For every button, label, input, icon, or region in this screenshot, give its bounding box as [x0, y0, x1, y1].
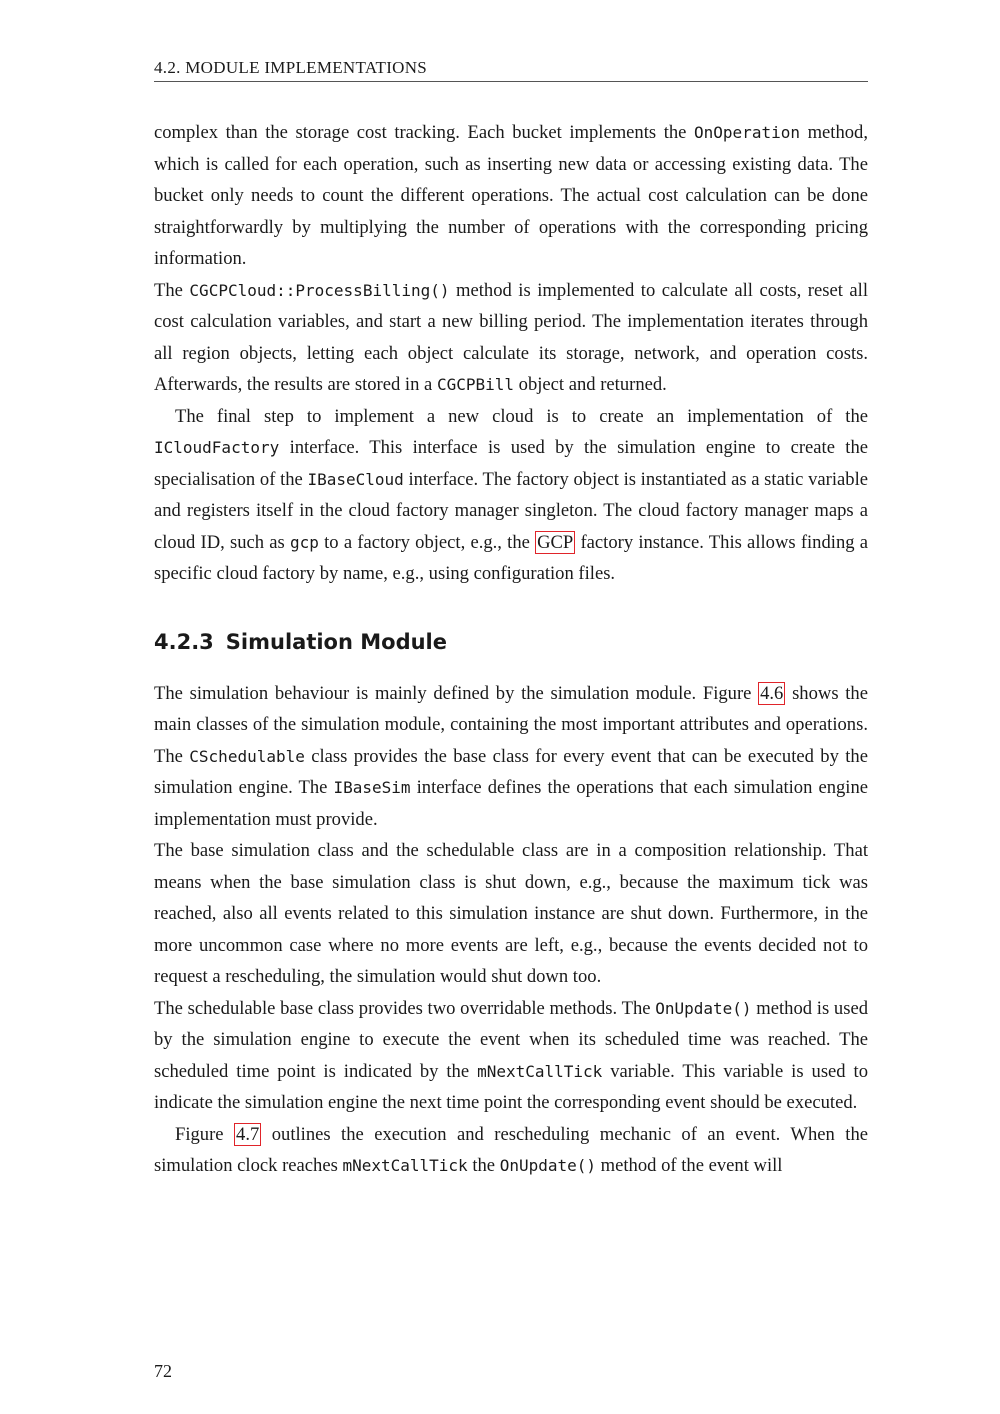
body-text [154, 117, 868, 1182]
text-run: complex than the storage cost tracking. Each bucket implements the [154, 122, 695, 143]
section-title: Simulation Module [225, 629, 447, 654]
text-run: outlines the execution and rescheduling mechanic of an event. When the simulation clock reaches [154, 1123, 868, 1176]
code-onupdate-2: OnUpdate() [499, 1156, 597, 1175]
paragraph-2 [154, 275, 868, 401]
code-onoperation: OnOperation [694, 123, 800, 142]
running-header-title: 4.2. MODULE IMPLEMENTATIONS [154, 58, 428, 77]
text-run: The base simulation class and the schedulable class are in a composition relationship. That means when the base simulation class is shut down, e.g., because the maximum tick was reached, also all events related to this simulation instance are shut down. Furthermore, in the more uncommon case where no more events are left, e.g., because the events decided not to request a rescheduling, the simulation would shut down too. [154, 840, 868, 987]
text-run: The schedulable base class provides two overridable methods. The [154, 997, 656, 1019]
code-mnextcalltick-2: mNextCallTick [342, 1156, 468, 1175]
code-onupdate: OnUpdate() [655, 998, 752, 1018]
text-run: Figure [175, 1123, 235, 1145]
text-run: interface defines the operations that each simulation engine implementation must provide. [154, 777, 869, 830]
code-cgcpbill: CGCPBill [436, 375, 514, 394]
code-cschedulable: CSchedulable [189, 746, 305, 766]
code-mnextcalltick: mNextCallTick [477, 1061, 603, 1081]
text-run: The [154, 279, 190, 301]
code-ibasecloud: IBaseCloud [307, 469, 404, 489]
text-run: variable. This variable is used to indicate the simulation engine the next time point the corresponding event should be executed. [154, 1060, 869, 1113]
paragraph-3 [154, 401, 868, 590]
code-processbilling: CGCPCloud::ProcessBilling() [189, 280, 450, 300]
section-heading [154, 628, 868, 656]
paragraph-6 [154, 993, 868, 1119]
section-number: 4.2.3 [154, 629, 214, 654]
text-run: the [467, 1155, 500, 1176]
text-run: interface. This interface is used by the simulation engine to create the specialisation of the [154, 437, 868, 490]
text-run: class provides the base class for every event that can be executed by the simulation engine. The [154, 745, 868, 798]
code-ibasesim: IBaseSim [333, 778, 411, 797]
text-run: shows the main classes of the simulation module, containing the most important attributes and operations. The [154, 682, 868, 767]
text-run: to a factory object, e.g., the [318, 531, 536, 553]
text-run: method of the event will [596, 1155, 783, 1176]
text-run: method, which is called for each operation, such as inserting new data or accessing existing data. The bucket only needs to count the different operations. The actual cost calculation can be done straightforwardly by multiplying the number of operations with the corresponding pricing information. [154, 122, 868, 269]
page-number: 72 [154, 1361, 172, 1381]
paragraph-4 [154, 678, 868, 836]
text-run: object and returned. [514, 374, 667, 395]
paragraph-7 [154, 1119, 868, 1182]
figure-link-4-6[interactable]: 4.6 [760, 682, 784, 704]
code-icloudfactory: ICloudFactory [154, 438, 280, 457]
glossary-link-gcp[interactable]: GCP [537, 531, 574, 553]
figure-link-4-7[interactable]: 4.7 [236, 1123, 260, 1145]
text-run: method is used by the simulation engine to execute the event when its scheduled time was reached. The scheduled time point is indicated by the [154, 997, 869, 1082]
text-run: method is implemented to calculate all costs, reset all cost calculation variables, and start a new billing period. The implementation iterates through all region objects, letting each object calculate its storage, network, and operation costs. Afterwards, the results are stored in a [154, 279, 868, 395]
text-run: factory instance. This allows finding a specific cloud factory by name, e.g., using configuration files. [154, 531, 869, 584]
text-run: The simulation behaviour is mainly defined by the simulation module. Figure [154, 682, 759, 704]
text-run: interface. The factory object is instantiated as a static variable and registers itself in the cloud factory manager singleton. The cloud factory manager maps a cloud ID, such as [154, 468, 868, 553]
paragraph-1 [154, 117, 868, 275]
text-run: The final step to implement a new cloud is to create an implementation of the [175, 405, 868, 427]
paragraph-5 [154, 835, 868, 993]
code-gcp: gcp [290, 532, 319, 552]
running-header [154, 58, 868, 82]
